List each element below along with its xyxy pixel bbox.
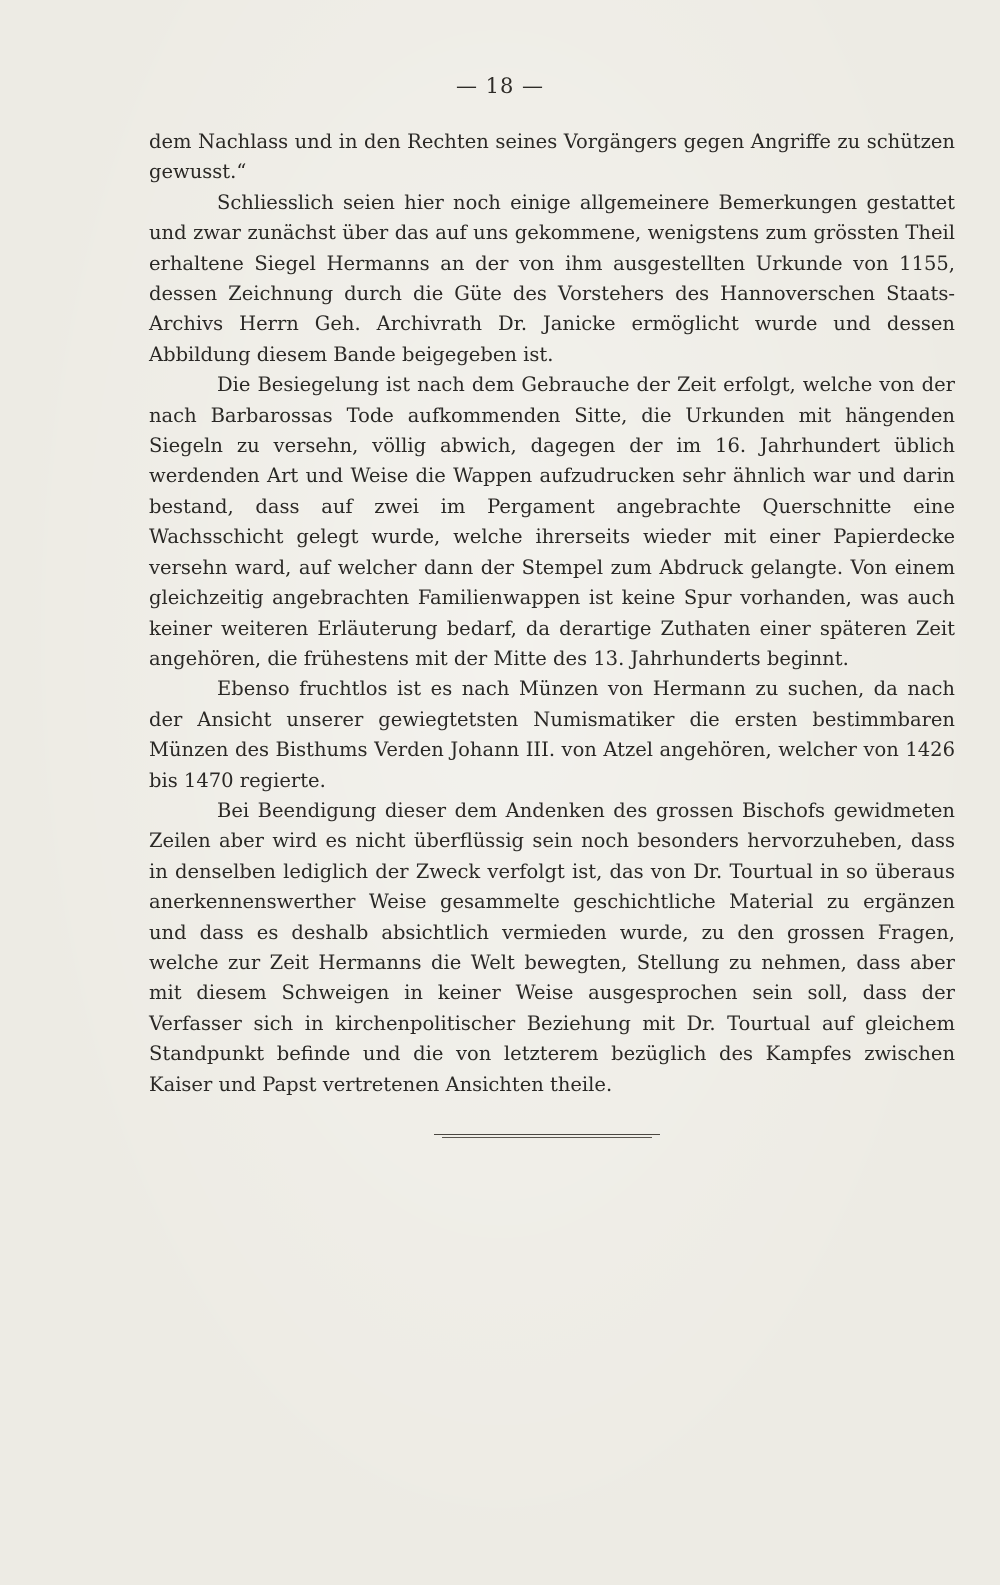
paragraph-continuation: dem Nachlass und in den Rechten seines Vorgängers gegen Angriffe zu schützen gewusst.“ <box>149 130 955 184</box>
paragraph-muenzen: Ebenso fruchtlos ist es nach Münzen von Hermann zu suchen, da nach der Ansicht unserer gewiegtetsten Numismatiker die ersten bestimmbaren Münzen des Bisthums Verden Johann III. von Atzel angehören, welcher von 1426 bis 1470 regierte. <box>149 677 955 792</box>
paragraph-besiegelung: Die Besiegelung ist nach dem Gebrauche der Zeit erfolgt, welche von der nach Barbarossas Tode aufkommenden Sitte, die Urkunden mit hängenden Siegeln zu versehn, völlig abwich, dagegen der im 16. Jahrhundert üblich werdenden Art und Weise die Wappen aufzudrucken sehr ähnlich war und darin bestand, dass auf zwei im Pergament angebrachte Querschnitte eine Wachsschicht gelegt wurde, welche ihrerseits wieder mit einer Papierdecke versehn ward, auf welcher dann der Stempel zum Abdruck gelangte. Von einem gleichzeitig angebrachten Familienwappen ist keine Spur vorhanden, was auch keiner weiteren Erläuterung bedarf, da derartige Zuthaten einer späteren Zeit angehören, die frühestens mit der Mitte des 13. Jahrhunderts beginnt. <box>149 373 955 670</box>
page-number: — 18 — <box>455 74 545 98</box>
paragraph-schluss: Bei Beendigung dieser dem Andenken des grossen Bischofs gewidmeten Zeilen aber wird es nicht überflüssig sein noch besonders hervorzuheben, dass in denselben lediglich der Zweck verfolgt ist, das von Dr. Tourtual in so überaus anerkennenswerther Weise gesammelte geschichtliche Material zu ergänzen und dass es deshalb absichtlich vermieden wurde, zu den grossen Fragen, welche zur Zeit Hermanns die Welt bewegten, Stellung zu nehmen, dass aber mit diesem Schweigen in keiner Weise ausgesprochen sein soll, dass der Verfasser sich in kirchenpolitischer Beziehung mit Dr. Tourtual auf gleichem Standpunkt befinde und die von letzterem bezüglich des Kampfes zwischen Kaiser und Papst vertretenen Ansichten theile. <box>149 798 955 1096</box>
body-text <box>149 127 955 1100</box>
ornament-line-bottom <box>442 1137 652 1138</box>
ornament-line-top <box>434 1134 660 1135</box>
paragraph-siegel: Schliesslich seien hier noch einige allgemeinere Bemerkungen gestattet und zwar zunächst über das auf uns gekommene, wenigstens zum grössten Theil erhaltene Siegel Hermanns an der von ihm ausgestellten Urkunde von 1155, dessen Zeichnung durch die Güte des Vorstehers des Hannoverschen Staats-Archivs Herrn Geh. Archivrath Dr. Janicke ermöglicht wurde und dessen Abbildung diesem Bande beigegeben ist. <box>149 190 955 366</box>
end-ornament-rule <box>434 1134 660 1140</box>
